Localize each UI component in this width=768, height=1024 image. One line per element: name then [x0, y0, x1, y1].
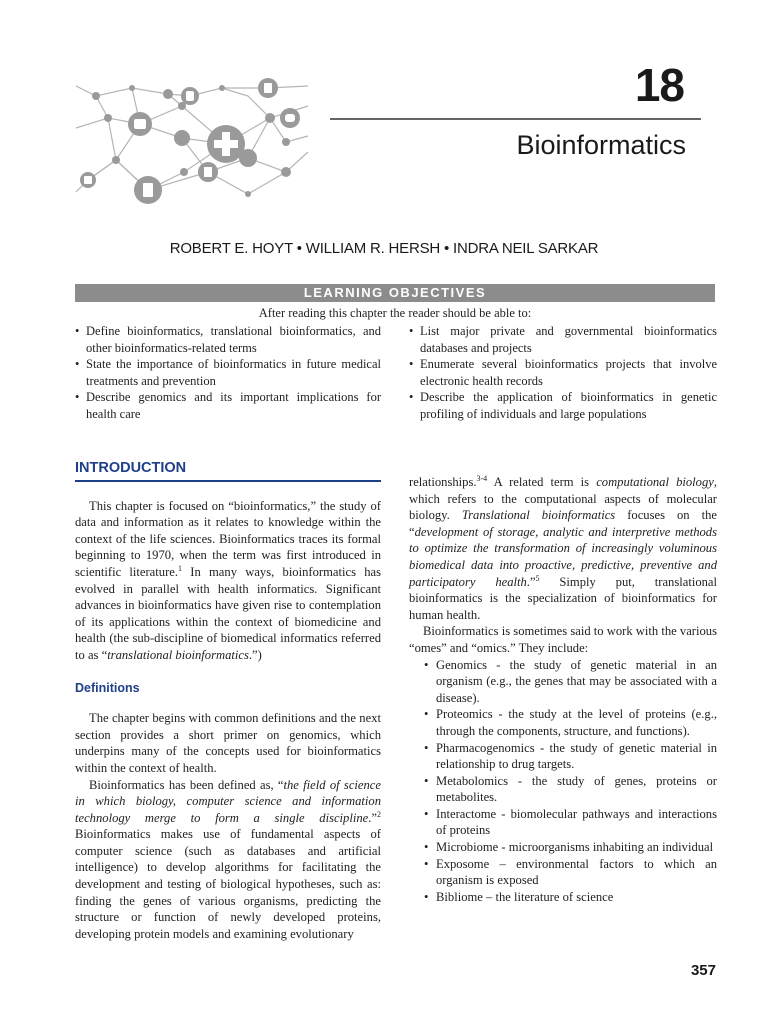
learning-objectives-heading: LEARNING OBJECTIVES [75, 284, 715, 302]
introduction-heading: INTRODUCTION [75, 460, 381, 482]
definitions-heading: Definitions [75, 680, 140, 695]
objective-item: • Describe the application of bioinformatics in genetic profiling of individuals and large populations [409, 389, 717, 422]
definitions-paragraph-1: The chapter begins with common definitions and the next section provides a short primer on genomics, which underpins many of the concepts used for bioinformatics within the context of health. [75, 711, 381, 775]
introduction-paragraph: This chapter is focused on “bioinformatics,” the study of data and information as it relates to knowledge within the context of the life sciences. Bioinformatics traces its formal beginning to 1970, when the term was first introduced in scientific literature.$^1$ In many ways, bioinformatics has evolved in parallel with health informatics. Significant advances in bioinformatics have given rise to contemplation of its applications within the context of biomedicine and health (the sub-discipline of biomedical informatics referred to as “translational bioinformatics.”) [75, 498, 382, 662]
chapter-authors: ROBERT E. HOYT • WILLIAM R. HERSH • INDRA NEIL SARKAR [169, 240, 599, 257]
learning-objectives-intro: After reading this chapter the reader should be able to: [258, 306, 532, 320]
definitions-paragraph-2: Bioinformatics has been defined as, “the field of science in which biology, computer science and information technology merge to form a single discipline.”$^2$ Bioinformatics makes use of fundamental aspects of computer science (such as databases and artificial intelligence) to develop algorithms for facilitating the development and testing of biological hypotheses, such as: finding the genes of various organisms, predicting the structure or function of newly developed proteins, developing protein models and examining evolutionary [75, 777, 381, 941]
objective-item: • Describe genomics and its important implications for health care [75, 389, 381, 422]
omics-intro-paragraph: Bioinformatics is sometimes said to work with the various “omes” and “omics.” They include: [409, 624, 717, 655]
translational-paragraph: relationships.$^{3-4}$ A related term is computational biology, which refers to the computational aspects of molecular biology. Translational bioinformatics focuses on the “development of storage, analytic and interpretive methods to optimize the transformation of increasingly voluminous biomedical data into proactive, predictive, preventive and participatory health.”$^5$ Simply put, translational bioinformatics is the specialization of bioinformatics for human health. [409, 473, 718, 622]
chapter-number: 18 [634, 59, 684, 111]
chapter-title: Bioinformatics [516, 130, 686, 160]
omics-list-item: • Interactome - biomolecular pathways and interactions of proteins [424, 806, 717, 839]
objective-item: • Define bioinformatics, translational bioinformatics, and other bioinformatics-related terms [75, 323, 381, 356]
omics-list-item: • Proteomics - the study at the level of proteins (e.g., through the components, structure, and functions). [424, 706, 717, 739]
omics-list-item: • Bibliome – the literature of science [424, 889, 717, 906]
omics-list-item: • Exposome – environmental factors to which an organism is exposed [424, 856, 717, 889]
omics-list-item: • Metabolomics - the study of genes, proteins or metabolites. [424, 773, 717, 806]
objective-item: • Enumerate several bioinformatics projects that involve electronic health records [409, 356, 717, 389]
objective-item: • State the importance of bioinformatics in future medical treatments and prevention [75, 356, 381, 389]
right-text-column [409, 474, 717, 905]
omics-list-item: • Genomics - the study of genetic material in an organism (e.g., the genes that may be associated with a disease). [424, 657, 717, 707]
network-illustration [72, 66, 312, 208]
omics-list [409, 657, 717, 906]
page-number: 357 [690, 962, 716, 979]
learning-objectives-list-left [75, 323, 381, 423]
learning-objectives-list-right [409, 323, 717, 423]
left-text-column [75, 460, 381, 942]
objective-item: • List major private and governmental bioinformatics databases and projects [409, 323, 717, 356]
omics-list-item: • Microbiome - microorganisms inhabiting an individual [424, 839, 717, 856]
omics-list-item: • Pharmacogenomics - the study of genetic material in relationship to drug targets. [424, 740, 717, 773]
title-divider [330, 118, 701, 120]
